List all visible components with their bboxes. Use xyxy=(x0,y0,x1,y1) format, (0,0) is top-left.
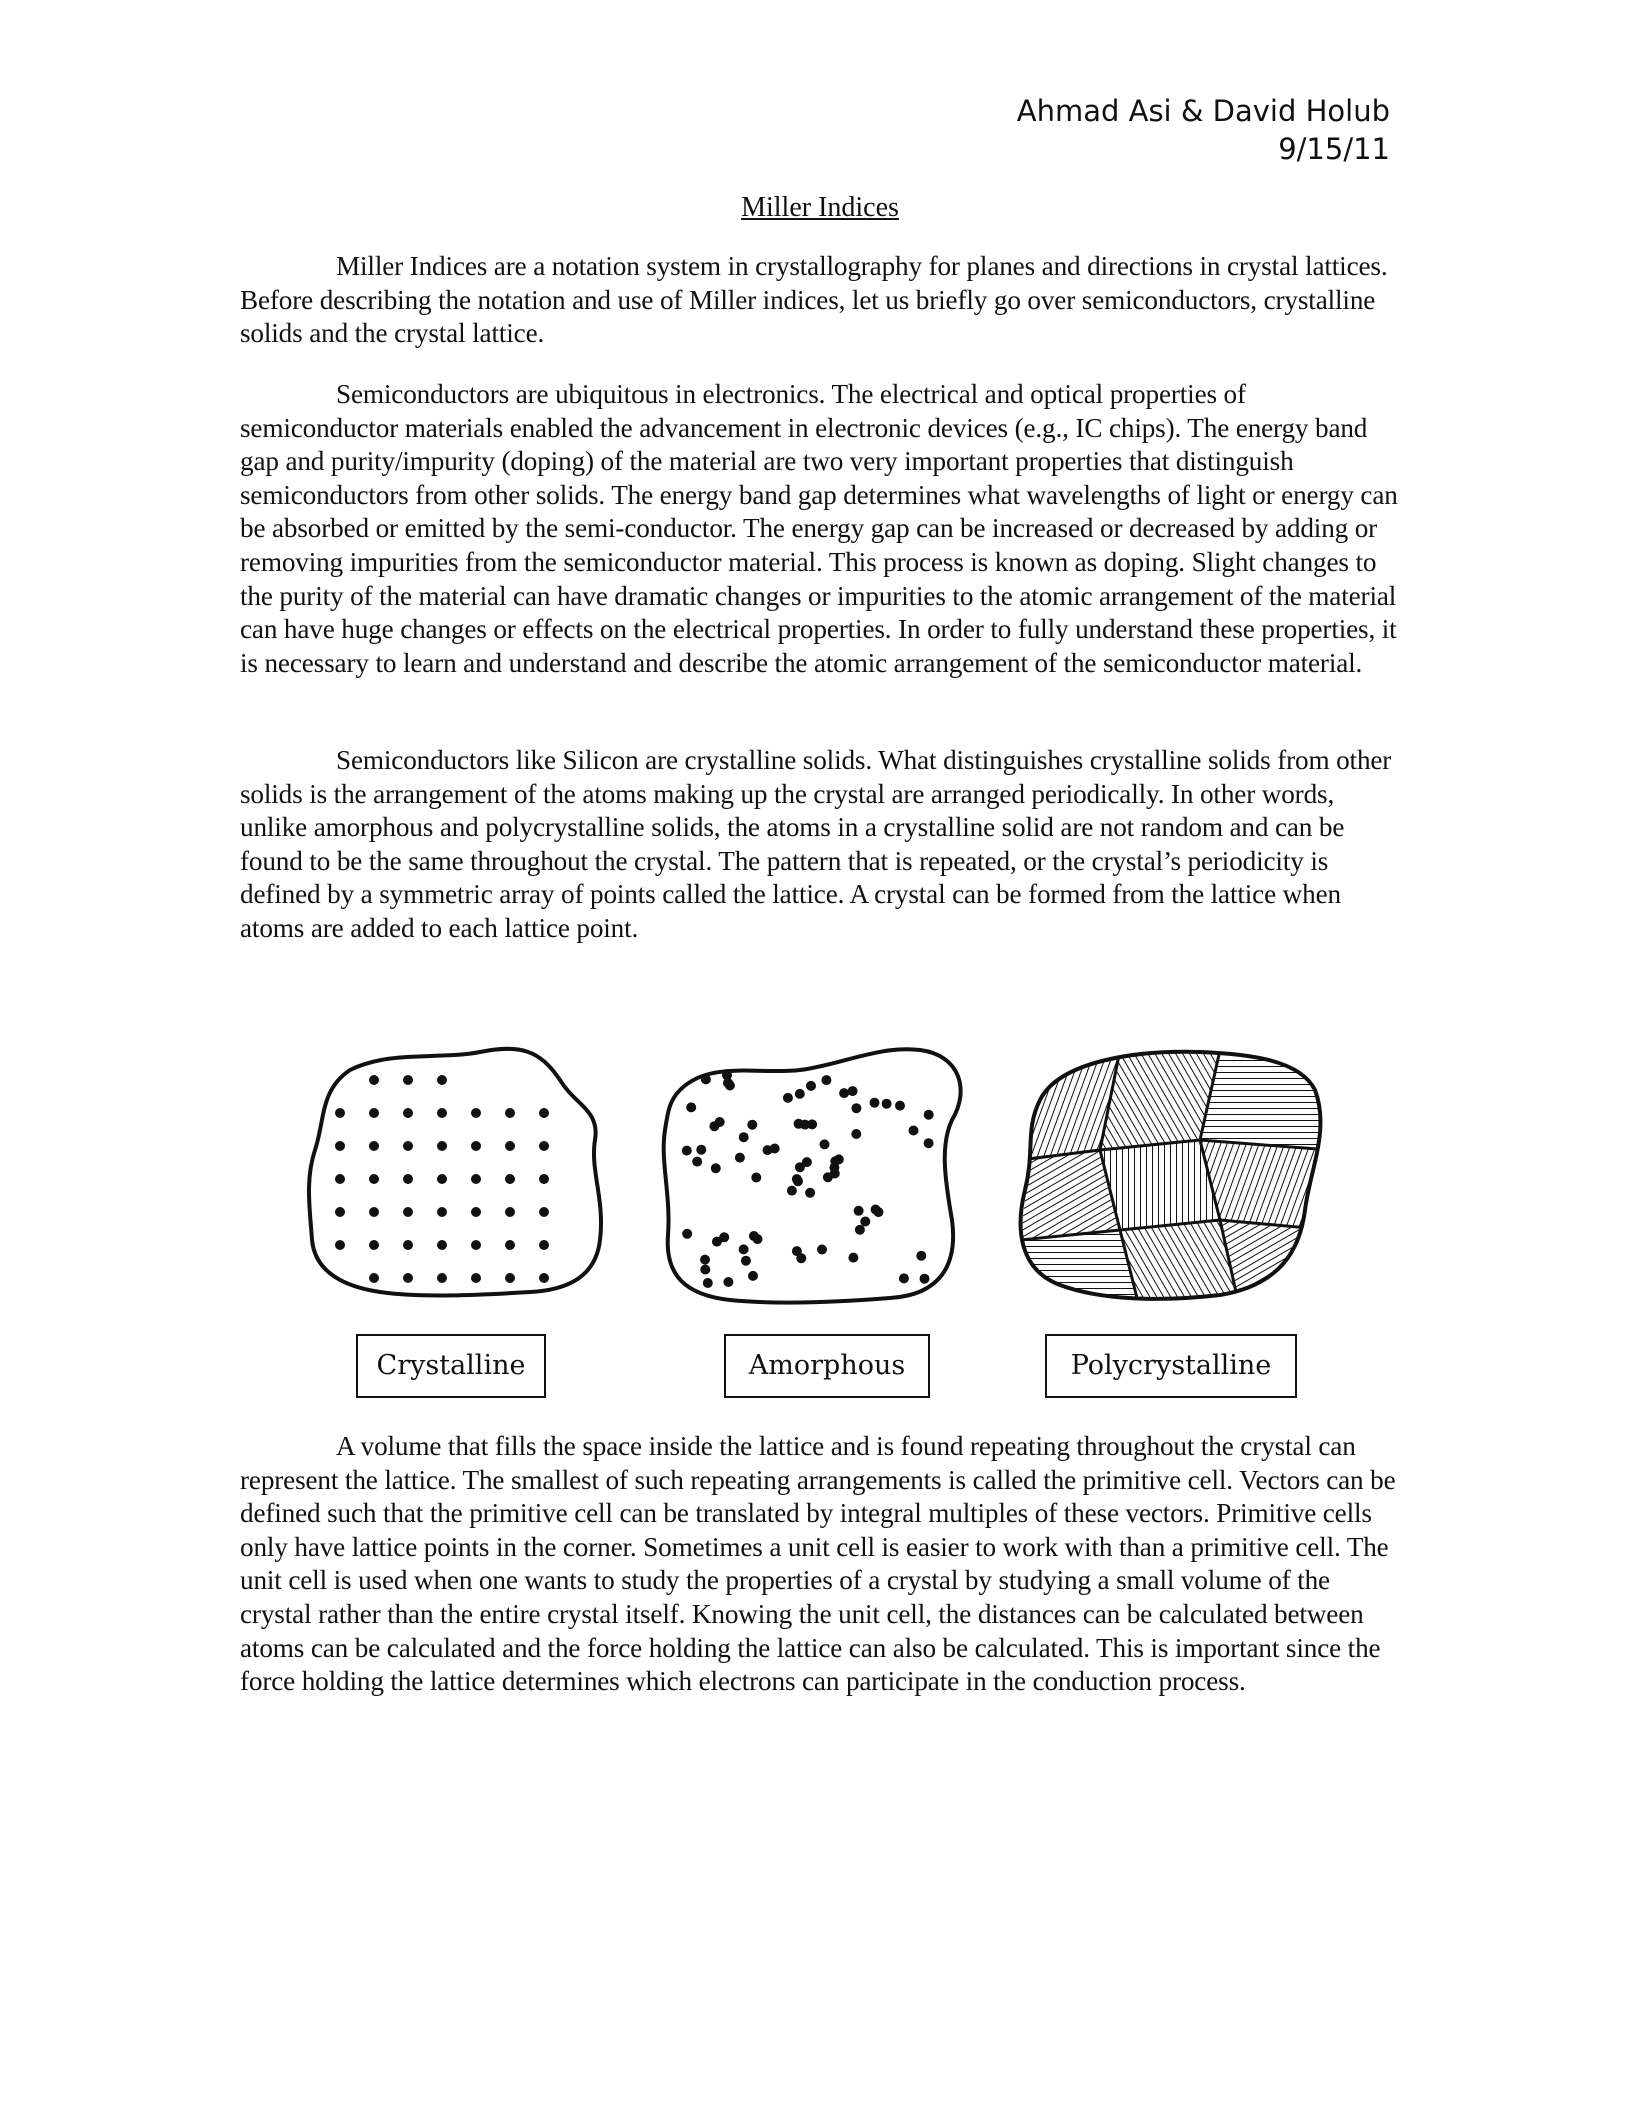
crystalline-outline xyxy=(309,1049,601,1296)
amorphous-atom xyxy=(748,1271,758,1281)
amorphous-atom xyxy=(795,1089,805,1099)
amorphous-atom xyxy=(692,1157,702,1167)
amorphous-atom xyxy=(916,1251,926,1261)
amorphous-atom xyxy=(796,1253,806,1263)
lattice-point xyxy=(437,1174,447,1184)
lattice-point xyxy=(369,1108,379,1118)
amorphous-atom xyxy=(899,1273,909,1283)
amorphous-atom xyxy=(870,1098,880,1108)
amorphous-atom xyxy=(854,1206,864,1216)
amorphous-atom xyxy=(882,1099,892,1109)
amorphous-atom xyxy=(715,1117,725,1127)
amorphous-atom xyxy=(860,1217,870,1227)
amorphous-atom xyxy=(839,1088,849,1098)
lattice-point xyxy=(437,1108,447,1118)
amorphous-atom xyxy=(830,1169,840,1179)
lattice-point xyxy=(505,1240,515,1250)
lattice-point xyxy=(471,1207,481,1217)
paragraph-unit-cell: A volume that fills the space inside the lattice and is found repeating throughout the crystal can represent the lattice. The smallest of such repeating arrangements is called the primitive cell. Vectors can be defined such that the primitive cell can be translated by integral multiples of these vectors. Primitive cells only have lattice points in the corner. Sometimes a unit cell is easier to work with than a primitive cell. The unit cell is used when one wants to study the properties of a crystal by studying a small volume of the crystal rather than the entire crystal itself. Knowing the unit cell, the distances can be calculated between atoms can be calculated and the force holding the lattice can also be calculated. This is important since the force holding the lattice determines which electrons can participate in the conduction process. xyxy=(240,1431,1396,1697)
lattice-point xyxy=(471,1240,481,1250)
lattice-point xyxy=(335,1141,345,1151)
amorphous-atom xyxy=(851,1129,861,1139)
lattice-point xyxy=(539,1273,549,1283)
amorphous-atom xyxy=(924,1110,934,1120)
polycrystalline-label: Polycrystalline xyxy=(1045,1334,1297,1398)
lattice-point xyxy=(505,1273,515,1283)
amorphous-atom xyxy=(851,1103,861,1113)
amorphous-atom xyxy=(711,1163,721,1173)
lattice-point xyxy=(369,1273,379,1283)
amorphous-atom xyxy=(722,1070,732,1080)
crystalline-label: Crystalline xyxy=(356,1334,546,1398)
amorphous-atom xyxy=(792,1174,802,1184)
paragraph-crystalline-solids: Semiconductors like Silicon are crystalline solids. What distinguishes crystalline solids from other solids is the arrangement of the atoms making up the crystal are arranged periodically. In other words, unlike amorphous and polycrystalline solids, the atoms in a crystalline solid are not random and can be found to be the same throughout the crystal. The pattern that is repeated, or the crystal’s periodicity is defined by a symmetric array of points called the lattice. A crystal can be formed from the lattice when atoms are added to each lattice point. xyxy=(240,745,1392,943)
amorphous-atom xyxy=(747,1120,757,1130)
lattice-point xyxy=(369,1174,379,1184)
lattice-point xyxy=(437,1075,447,1085)
amorphous-atom xyxy=(855,1225,865,1235)
polycrystalline-grains xyxy=(1020,1050,1330,1310)
amorphous-atom xyxy=(682,1229,692,1239)
lattice-point xyxy=(471,1273,481,1283)
authors: Ahmad Asi & David Holub xyxy=(1016,94,1390,128)
lattice-point xyxy=(335,1174,345,1184)
lattice-point xyxy=(471,1108,481,1118)
lattice-point xyxy=(335,1207,345,1217)
page-title: Miller Indices xyxy=(741,192,899,223)
lattice-point xyxy=(539,1240,549,1250)
amorphous-atom xyxy=(924,1138,934,1148)
amorphous-atom xyxy=(871,1205,881,1215)
lattice-point xyxy=(505,1141,515,1151)
amorphous-atom xyxy=(682,1146,692,1156)
amorphous-atom xyxy=(751,1173,761,1183)
amorphous-atom xyxy=(763,1145,773,1155)
amorphous-atom xyxy=(739,1132,749,1142)
amorphous-atom xyxy=(712,1237,722,1247)
lattice-point xyxy=(403,1207,413,1217)
amorphous-atom xyxy=(909,1126,919,1136)
paragraph-intro: Miller Indices are a notation system in crystallography for planes and directions in crystal lattices. Before describing the notation and use of Miller indices, let us briefly go over semiconductors, crystalline solids and the crystal lattice. xyxy=(240,251,1388,349)
solid-types-figure xyxy=(240,1030,1400,1410)
document-header xyxy=(1017,92,1390,168)
lattice-point xyxy=(403,1075,413,1085)
amorphous-atom xyxy=(739,1244,749,1254)
amorphous-atom xyxy=(800,1120,810,1130)
lattice-point xyxy=(437,1273,447,1283)
amorphous-atom xyxy=(686,1102,696,1112)
amorphous-atom xyxy=(895,1101,905,1111)
lattice-point xyxy=(403,1240,413,1250)
lattice-point xyxy=(403,1108,413,1118)
lattice-point xyxy=(437,1240,447,1250)
lattice-point xyxy=(437,1207,447,1217)
amorphous-atom xyxy=(817,1245,827,1255)
lattice-point xyxy=(505,1174,515,1184)
lattice-point xyxy=(539,1141,549,1151)
amorphous-atom xyxy=(848,1253,858,1263)
lattice-point xyxy=(403,1141,413,1151)
amorphous-atom xyxy=(821,1075,831,1085)
amorphous-atom xyxy=(848,1086,858,1096)
lattice-point xyxy=(505,1108,515,1118)
amorphous-atom xyxy=(700,1255,710,1265)
lattice-point xyxy=(539,1108,549,1118)
amorphous-atom xyxy=(735,1153,745,1163)
lattice-point xyxy=(335,1108,345,1118)
lattice-point xyxy=(403,1174,413,1184)
lattice-point xyxy=(471,1141,481,1151)
solid-types-illustration xyxy=(240,1030,1400,1330)
lattice-point xyxy=(369,1207,379,1217)
amorphous-atom xyxy=(805,1188,815,1198)
lattice-point xyxy=(437,1141,447,1151)
amorphous-atom xyxy=(700,1265,710,1275)
lattice-point xyxy=(539,1207,549,1217)
lattice-point xyxy=(369,1075,379,1085)
amorphous-atom xyxy=(701,1074,711,1084)
amorphous-atom xyxy=(696,1145,706,1155)
amorphous-atom xyxy=(820,1139,830,1149)
amorphous-atom xyxy=(703,1278,713,1288)
amorphous-atom xyxy=(920,1274,930,1284)
lattice-point xyxy=(335,1240,345,1250)
lattice-point xyxy=(403,1273,413,1283)
amorphous-atom xyxy=(783,1093,793,1103)
lattice-point xyxy=(539,1174,549,1184)
amorphous-atom xyxy=(802,1157,812,1167)
amorphous-atom xyxy=(787,1186,797,1196)
amorphous-atom xyxy=(749,1231,759,1241)
lattice-point xyxy=(471,1174,481,1184)
amorphous-atom xyxy=(806,1081,816,1091)
lattice-point xyxy=(369,1141,379,1151)
amorphous-atom xyxy=(741,1256,751,1266)
lattice-point xyxy=(505,1207,515,1217)
date: 9/15/11 xyxy=(1278,132,1390,166)
amorphous-atom xyxy=(723,1277,733,1287)
lattice-point xyxy=(369,1240,379,1250)
amorphous-label: Amorphous xyxy=(724,1334,930,1398)
paragraph-semiconductors: Semiconductors are ubiquitous in electronics. The electrical and optical properties of semiconductor materials enabled the advancement in electronic devices (e.g., IC chips). The energy band gap and purity/impurity (doping) of the material are two very important properties that distinguish semiconductors from other solids. The energy band gap determines what wavelengths of light or energy can be absorbed or emitted by the semi-conductor. The energy gap can be increased or decreased by adding or removing impurities from the semiconductor material. This process is known as doping. Slight changes to the purity of the material can have dramatic changes or impurities to the atomic arrangement of the material can have huge changes or effects on the electrical properties. In order to fully understand these properties, it is necessary to learn and understand and describe the atomic arrangement of the semiconductor material. xyxy=(240,379,1398,678)
